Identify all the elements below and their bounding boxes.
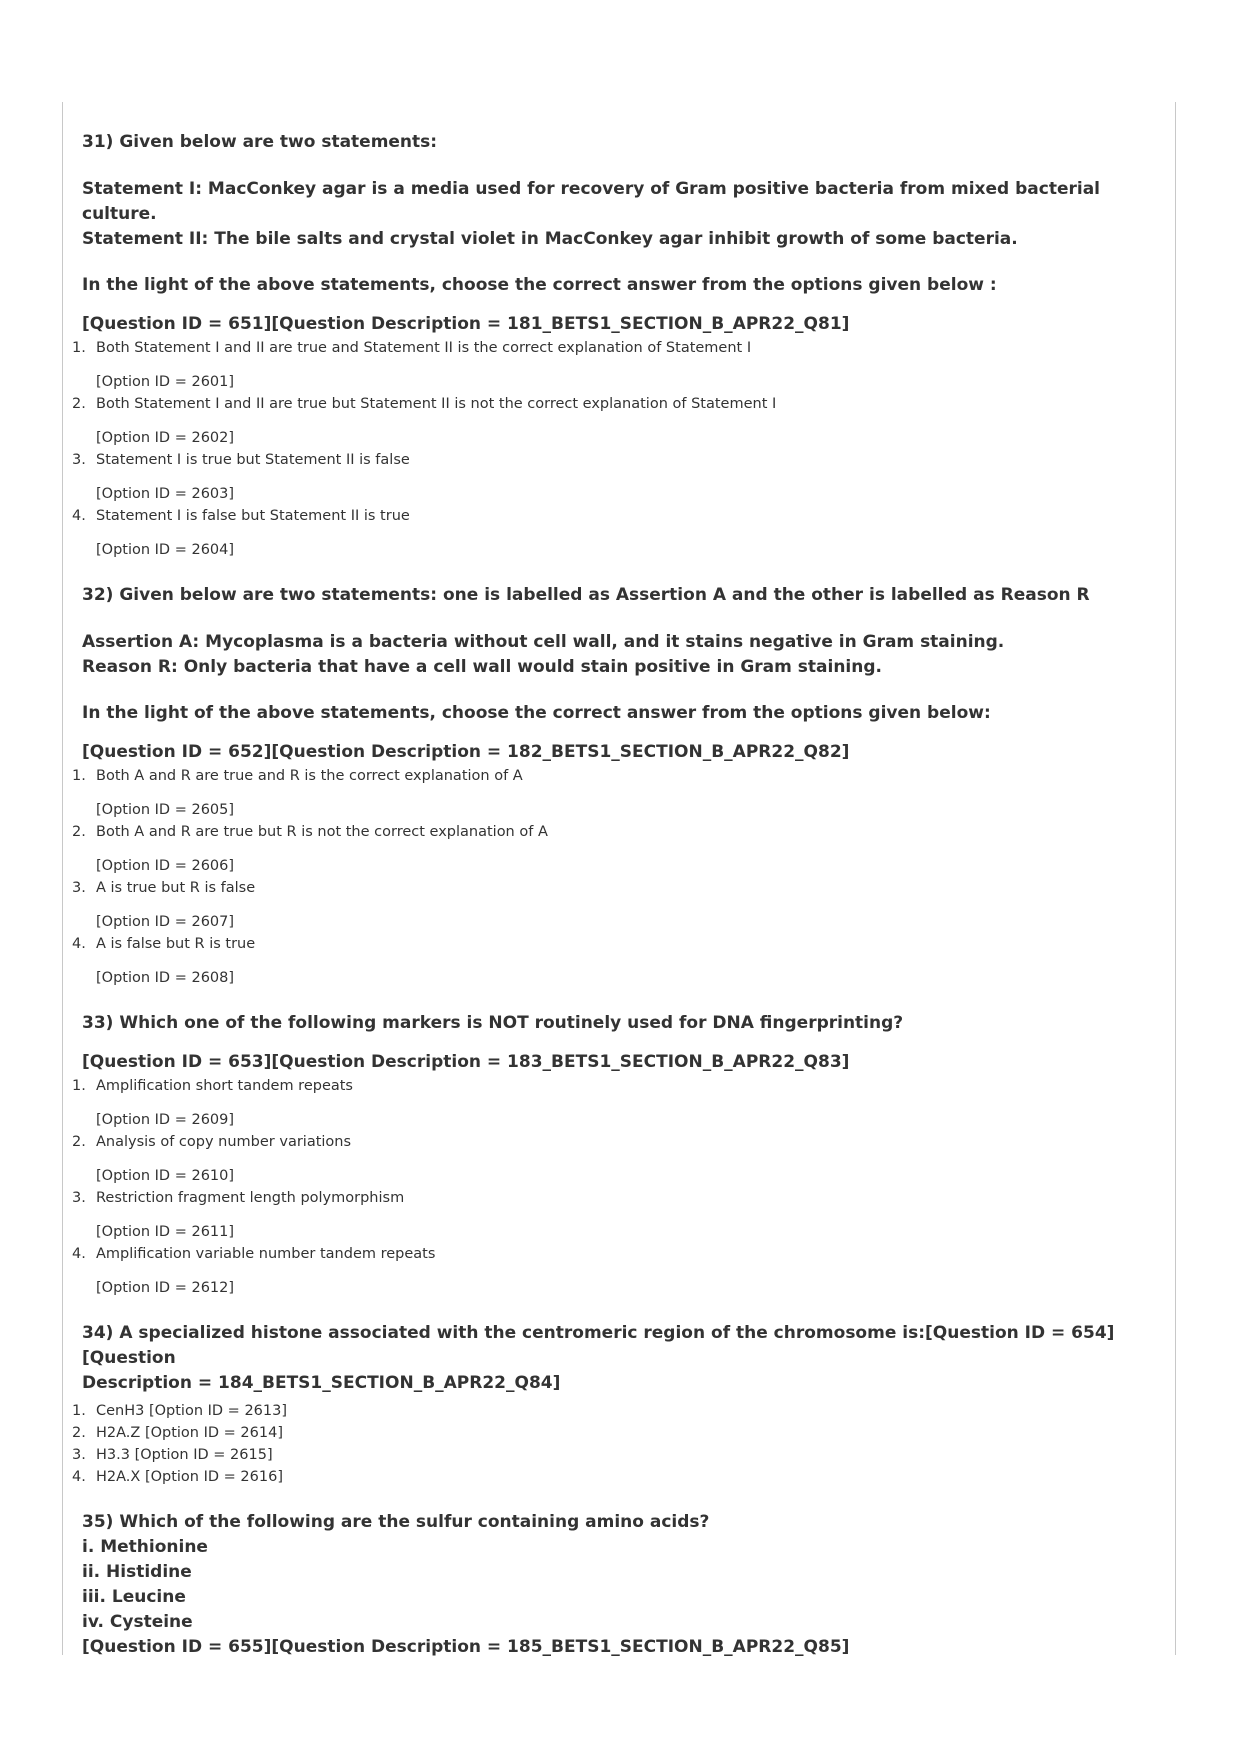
option-number: 1. (72, 768, 86, 784)
option-item (72, 1444, 1172, 1466)
option-number: 3. (72, 452, 86, 468)
option-text: A is true but R is false (96, 880, 256, 896)
question-34 (72, 1321, 1172, 1488)
option-item (72, 1400, 1172, 1422)
assertion: Assertion A: Mycoplasma is a bacteria without cell wall, and it stains negative in Gram staining. (82, 632, 1005, 652)
option-item (72, 337, 1172, 393)
option-text: A is false but R is true (96, 936, 256, 952)
option-id: [Option ID = 2602] (96, 430, 235, 446)
option-list (72, 337, 1172, 561)
option-text: Amplification short tandem repeats (96, 1078, 353, 1094)
option-number: 4. (72, 1246, 86, 1262)
option-text: Statement I is true but Statement II is false (96, 452, 410, 468)
option-id: [Option ID = 2605] (96, 802, 235, 818)
option-text: Both Statement I and II are true but Statement II is not the correct explanation of Statement I (96, 396, 777, 412)
option-text: Both Statement I and II are true and Statement II is the correct explanation of Statement I (96, 340, 752, 356)
option-number: 3. (72, 1190, 86, 1206)
question-title-line-1: 34) A specialized histone associated with the centromeric region of the chromosome is:[Question ID = 654][Question (82, 1323, 1115, 1368)
question-statements (82, 177, 1172, 252)
option-item (72, 877, 1172, 933)
question-id: [Question ID = 652][Question Description = 182_BETS1_SECTION_B_APR22_Q82] (82, 742, 850, 762)
option-item (72, 821, 1172, 877)
option-item (72, 1075, 1172, 1131)
option-id: [Option ID = 2606] (96, 858, 235, 874)
option-number: 1. (72, 1078, 86, 1094)
option-item (72, 1466, 1172, 1488)
option-number: 2. (72, 824, 86, 840)
option-item (72, 449, 1172, 505)
question-title: 31) Given below are two statements: (82, 132, 438, 152)
option-item (72, 1187, 1172, 1243)
statement-1: Statement I: MacConkey agar is a media used for recovery of Gram positive bacteria from mixed bacterial culture. (82, 179, 1100, 224)
option-id: [Option ID = 2612] (96, 1280, 235, 1296)
option-list (72, 1400, 1172, 1488)
option-id: [Option ID = 2611] (96, 1224, 235, 1240)
option-text: H2A.X [Option ID = 2616] (96, 1469, 283, 1485)
question-32 (72, 583, 1172, 989)
option-text: H2A.Z [Option ID = 2614] (96, 1425, 283, 1441)
option-id: [Option ID = 2608] (96, 970, 235, 986)
option-item (72, 393, 1172, 449)
option-item (72, 1131, 1172, 1187)
question-id: [Question ID = 655][Question Description = 185_BETS1_SECTION_B_APR22_Q85] (82, 1637, 850, 1657)
option-text: Both A and R are true and R is the correct explanation of A (96, 768, 523, 784)
question-id: [Question ID = 651][Question Description = 181_BETS1_SECTION_B_APR22_Q81] (82, 314, 850, 334)
option-id: [Option ID = 2604] (96, 542, 235, 558)
option-number: 4. (72, 508, 86, 524)
option-text: Restriction fragment length polymorphism (96, 1190, 405, 1206)
question-title: 33) Which one of the following markers is NOT routinely used for DNA fingerprinting? (82, 1013, 904, 1033)
question-title: 32) Given below are two statements: one is labelled as Assertion A and the other is labelled as Reason R (82, 585, 1090, 605)
question-id: [Question ID = 653][Question Description = 183_BETS1_SECTION_B_APR22_Q83] (82, 1052, 850, 1072)
option-item (72, 1243, 1172, 1299)
option-number: 2. (72, 396, 86, 412)
list-item: ii. Histidine (82, 1562, 192, 1582)
option-text: Statement I is false but Statement II is true (96, 508, 410, 524)
question-35 (72, 1510, 1172, 1660)
option-number: 4. (72, 1469, 86, 1485)
question-title-line-2: Description = 184_BETS1_SECTION_B_APR22_Q84] (82, 1373, 561, 1393)
option-item (72, 505, 1172, 561)
option-list (72, 765, 1172, 989)
list-item: iii. Leucine (82, 1587, 186, 1607)
question-list (72, 130, 1172, 1682)
option-number: 3. (72, 880, 86, 896)
option-item (72, 933, 1172, 989)
list-item: i. Methionine (82, 1537, 208, 1557)
option-text: H3.3 [Option ID = 2615] (96, 1447, 273, 1463)
question-instruction: In the light of the above statements, choose the correct answer from the options given below: (82, 703, 991, 723)
reason: Reason R: Only bacteria that have a cell wall would stain positive in Gram staining. (82, 657, 882, 677)
option-item (72, 1422, 1172, 1444)
question-instruction: In the light of the above statements, choose the correct answer from the options given below : (82, 275, 997, 295)
list-item: iv. Cysteine (82, 1612, 193, 1632)
option-list (72, 1075, 1172, 1299)
option-number: 2. (72, 1134, 86, 1150)
option-id: [Option ID = 2610] (96, 1168, 235, 1184)
question-title: 35) Which of the following are the sulfur containing amino acids? (82, 1512, 710, 1532)
question-title (82, 1321, 1172, 1396)
question-33 (72, 1011, 1172, 1299)
option-id: [Option ID = 2603] (96, 486, 235, 502)
option-number: 1. (72, 1403, 86, 1419)
option-number: 3. (72, 1447, 86, 1463)
option-text: Amplification variable number tandem repeats (96, 1246, 436, 1262)
option-number: 4. (72, 936, 86, 952)
option-number: 1. (72, 340, 86, 356)
option-item (72, 765, 1172, 821)
option-id: [Option ID = 2607] (96, 914, 235, 930)
question-31 (72, 130, 1172, 561)
option-text: Analysis of copy number variations (96, 1134, 352, 1150)
option-text: CenH3 [Option ID = 2613] (96, 1403, 287, 1419)
statement-2: Statement II: The bile salts and crystal violet in MacConkey agar inhibit growth of some bacteria. (82, 229, 1018, 249)
option-text: Both A and R are true but R is not the correct explanation of A (96, 824, 548, 840)
question-statements (82, 630, 1172, 680)
option-number: 2. (72, 1425, 86, 1441)
option-id: [Option ID = 2609] (96, 1112, 235, 1128)
option-id: [Option ID = 2601] (96, 374, 235, 390)
amino-acid-list (82, 1535, 1172, 1635)
